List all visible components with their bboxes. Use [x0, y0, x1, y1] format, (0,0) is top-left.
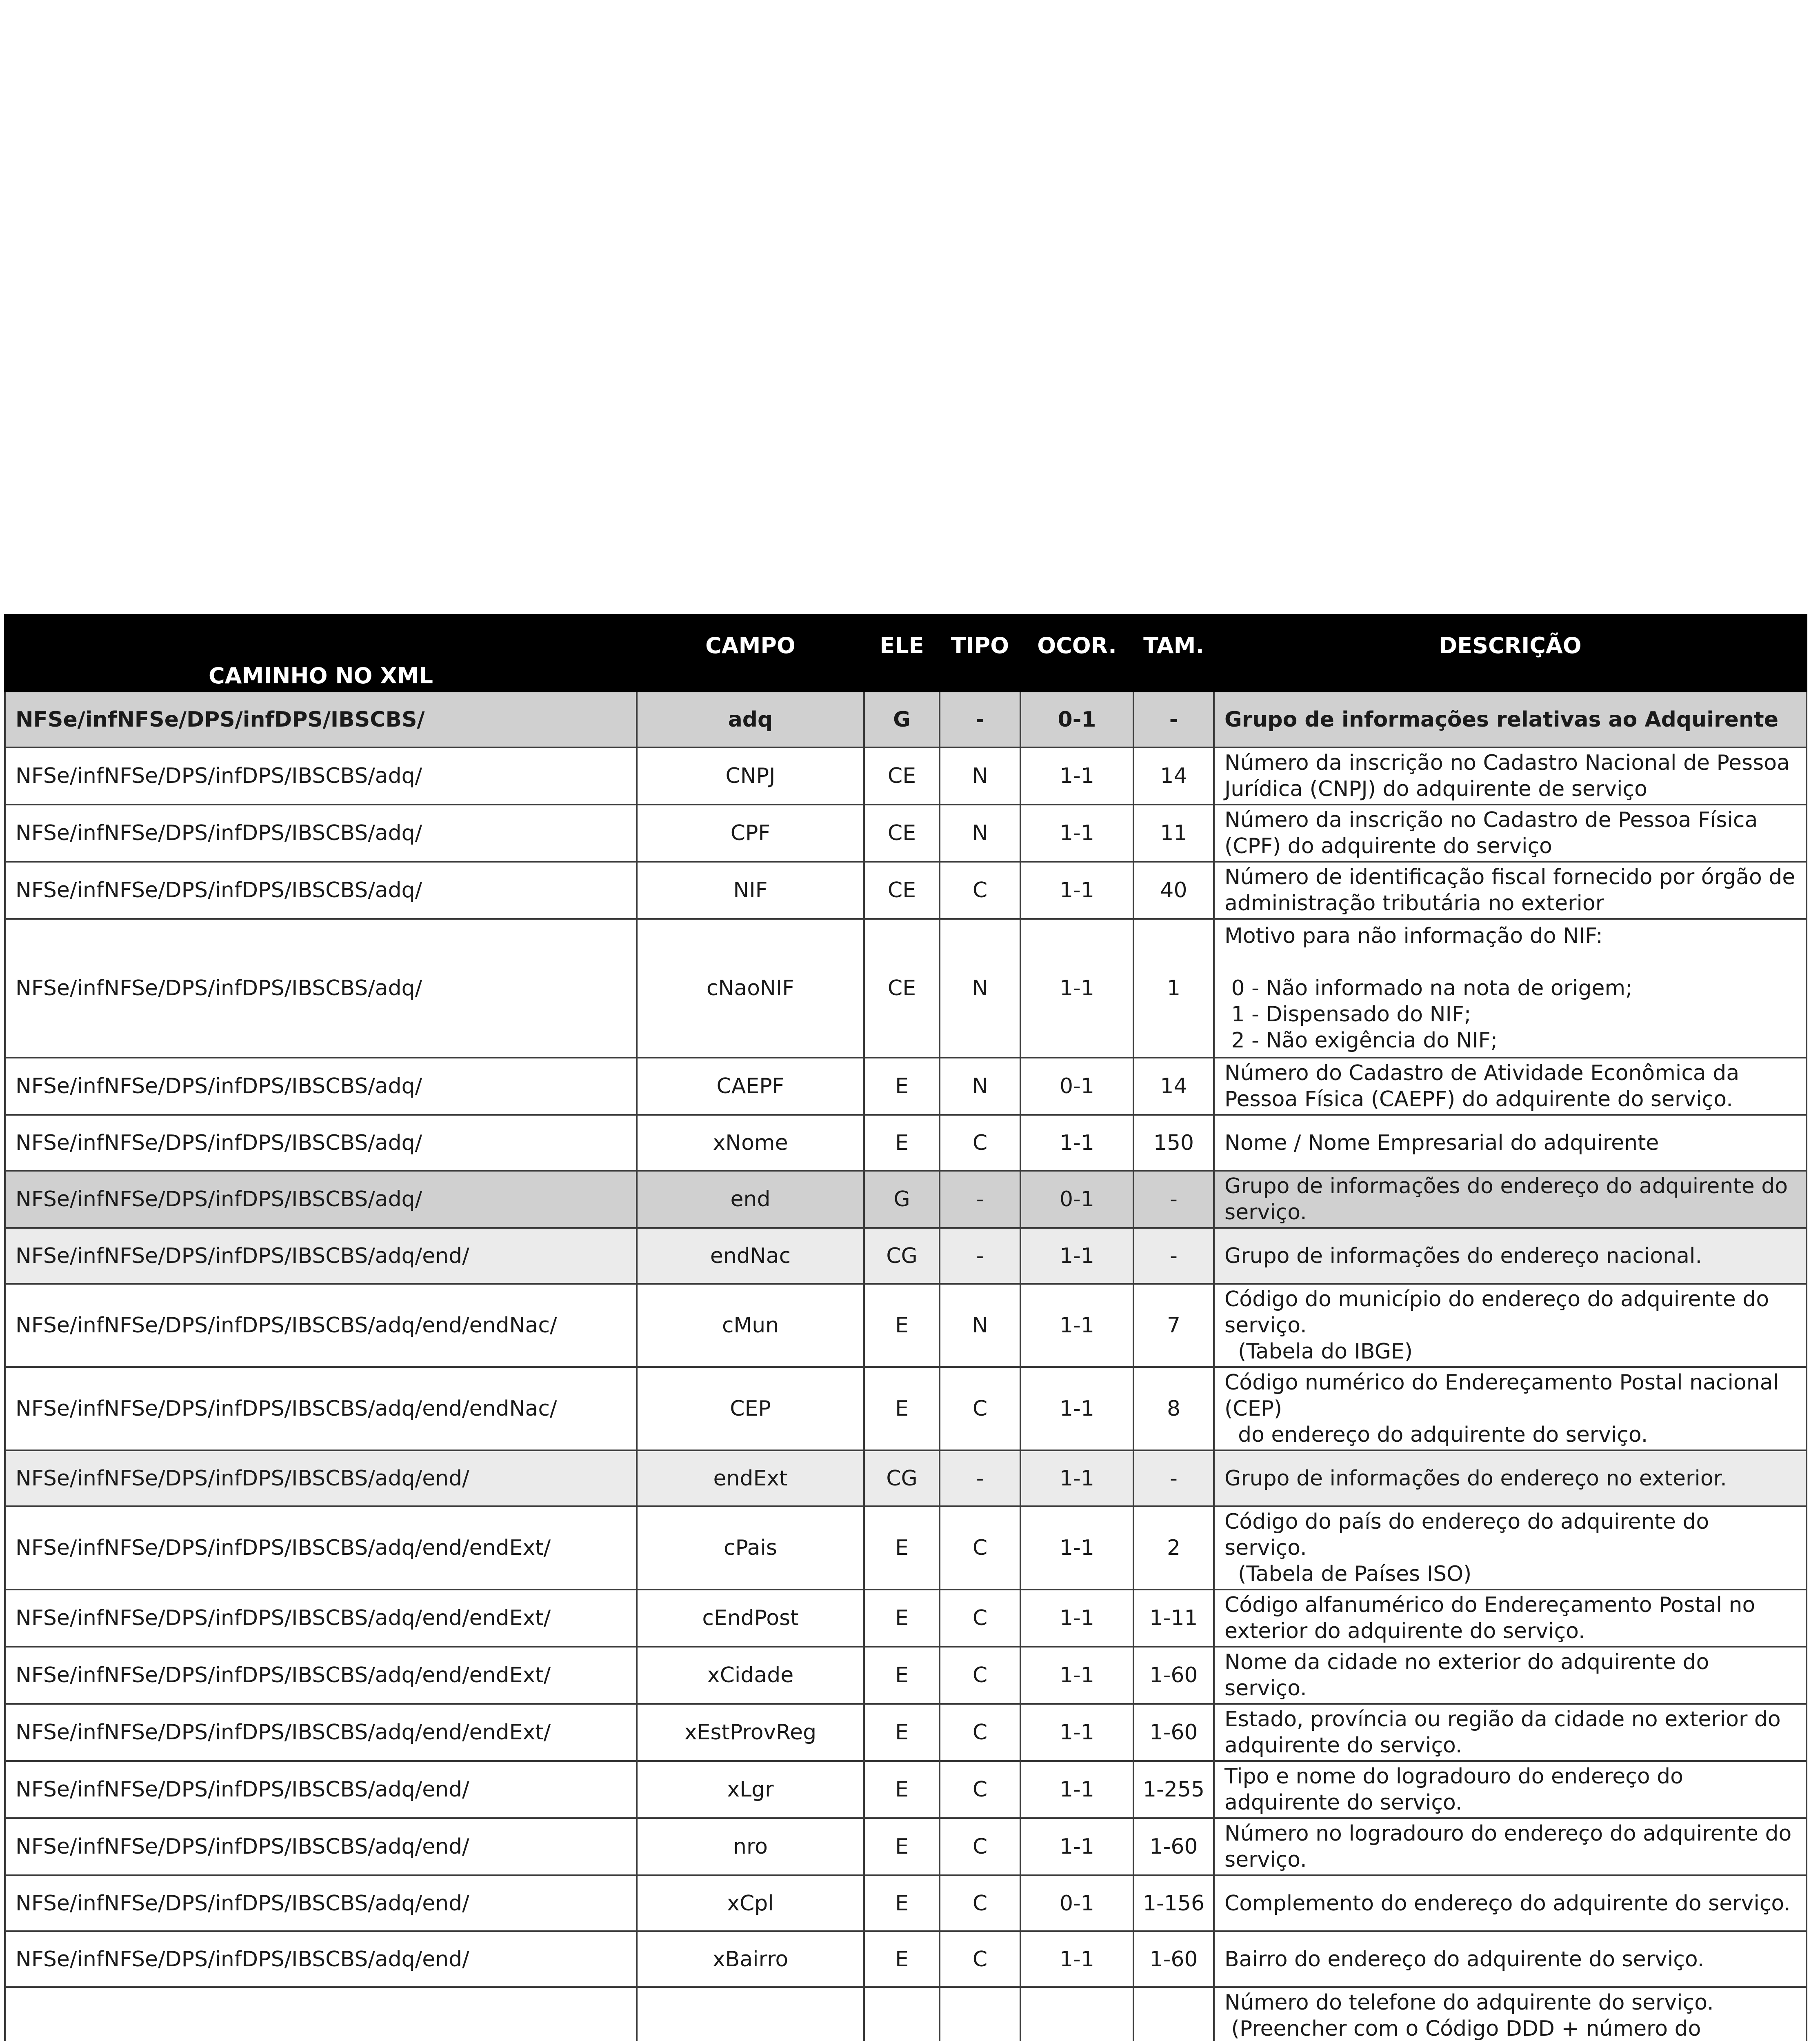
header-descricao: DESCRIÇÃO — [1214, 615, 1807, 691]
cell-tipo: C — [940, 1875, 1020, 1931]
xml-field-spec-table — [4, 614, 1807, 2041]
cell-tipo: N — [940, 1284, 1020, 1367]
cell-path: NFSe/infNFSe/DPS/infDPS/IBSCBS/adq/end/endExt/ — [5, 1647, 637, 1704]
table-row — [5, 747, 1807, 805]
cell-ocor: 1-1 — [1020, 1284, 1133, 1367]
cell-path: NFSe/infNFSe/DPS/infDPS/IBSCBS/adq/end/ — [5, 1875, 637, 1931]
cell-campo: xCidade — [637, 1647, 864, 1704]
cell-tam: 14 — [1133, 747, 1214, 805]
cell-campo: xBairro — [637, 1931, 864, 1987]
cell-tam: 150 — [1133, 1115, 1214, 1171]
cell-campo: endExt — [637, 1450, 864, 1506]
cell-ele: CE — [864, 805, 940, 862]
cell-tam: 2 — [1133, 1506, 1214, 1590]
cell-path: NFSe/infNFSe/DPS/infDPS/IBSCBS/adq/ — [5, 747, 637, 805]
cell-descricao: Número de identificação fiscal fornecido por órgão de administração tributária no exterior — [1214, 862, 1807, 919]
cell-tam: 1 — [1133, 919, 1214, 1058]
cell-path: NFSe/infNFSe/DPS/infDPS/IBSCBS/adq/end/ — [5, 1931, 637, 1987]
cell-tipo: N — [940, 805, 1020, 862]
cell-descricao: Código do município do endereço do adquirente do serviço. (Tabela do IBGE) — [1214, 1284, 1807, 1367]
cell-campo: CPF — [637, 805, 864, 862]
table-row — [5, 1761, 1807, 1818]
cell-ocor: 0-1 — [1020, 691, 1133, 747]
cell-ele: E — [864, 1367, 940, 1450]
cell-descricao: Grupo de informações do endereço no exterior. — [1214, 1450, 1807, 1506]
cell-ele: E — [864, 1115, 940, 1171]
cell-ocor — [1020, 1987, 1133, 2041]
cell-ocor: 1-1 — [1020, 1818, 1133, 1875]
cell-tipo: N — [940, 919, 1020, 1058]
cell-tam: 1-60 — [1133, 1931, 1214, 1987]
cell-ele: G — [864, 691, 940, 747]
table-row — [5, 919, 1807, 1058]
cell-path: NFSe/infNFSe/DPS/infDPS/IBSCBS/adq/ — [5, 862, 637, 919]
cell-tipo: C — [940, 1818, 1020, 1875]
cell-tipo: - — [940, 1171, 1020, 1228]
table-row — [5, 691, 1807, 747]
cell-path: NFSe/infNFSe/DPS/infDPS/IBSCBS/adq/end/ — [5, 1450, 637, 1506]
cell-ele: E — [864, 1875, 940, 1931]
cell-tam: 1-255 — [1133, 1761, 1214, 1818]
header-ele: ELE — [864, 615, 940, 691]
cell-ocor: 1-1 — [1020, 1367, 1133, 1450]
cell-tipo — [940, 1987, 1020, 2041]
cell-tipo: - — [940, 1450, 1020, 1506]
cell-descricao: Código do país do endereço do adquirente do serviço. (Tabela de Países ISO) — [1214, 1506, 1807, 1590]
cell-descricao: Tipo e nome do logradouro do endereço do adquirente do serviço. — [1214, 1761, 1807, 1818]
header-tipo: TIPO — [940, 615, 1020, 691]
cell-tam — [1133, 1987, 1214, 2041]
cell-descricao: Número no logradouro do endereço do adquirente do serviço. — [1214, 1818, 1807, 1875]
cell-ele: E — [864, 1931, 940, 1987]
table-row — [5, 1818, 1807, 1875]
cell-descricao: Grupo de informações do endereço do adquirente do serviço. — [1214, 1171, 1807, 1228]
cell-tam: 1-156 — [1133, 1875, 1214, 1931]
cell-campo: xLgr — [637, 1761, 864, 1818]
cell-tipo: N — [940, 1058, 1020, 1115]
cell-campo: cEndPost — [637, 1590, 864, 1647]
cell-ocor: 1-1 — [1020, 805, 1133, 862]
cell-campo: cMun — [637, 1284, 864, 1367]
cell-tam: 7 — [1133, 1284, 1214, 1367]
cell-tam: - — [1133, 1171, 1214, 1228]
cell-tam: - — [1133, 691, 1214, 747]
cell-campo: xEstProvReg — [637, 1704, 864, 1761]
header-campo: CAMPO — [637, 615, 864, 691]
cell-tam: 1-60 — [1133, 1647, 1214, 1704]
cell-ocor: 1-1 — [1020, 862, 1133, 919]
cell-campo: cPais — [637, 1506, 864, 1590]
table-row — [5, 1590, 1807, 1647]
cell-tipo: - — [940, 1228, 1020, 1284]
cell-ele: E — [864, 1590, 940, 1647]
cell-path: NFSe/infNFSe/DPS/infDPS/IBSCBS/adq/end/ — [5, 1818, 637, 1875]
header-tam: TAM. — [1133, 615, 1214, 691]
cell-tipo: C — [940, 1761, 1020, 1818]
cell-tipo: C — [940, 1506, 1020, 1590]
table-row — [5, 1284, 1807, 1367]
cell-ocor: 1-1 — [1020, 747, 1133, 805]
cell-ocor: 1-1 — [1020, 919, 1133, 1058]
cell-path: NFSe/infNFSe/DPS/infDPS/IBSCBS/adq/end/endNac/ — [5, 1284, 637, 1367]
cell-descricao: Número do telefone do adquirente do serviço. (Preencher com o Código DDD + número do — [1214, 1987, 1807, 2041]
cell-tam: 1-60 — [1133, 1818, 1214, 1875]
cell-descricao: Número da inscrição no Cadastro Nacional de Pessoa Jurídica (CNPJ) do adquirente de serviço — [1214, 747, 1807, 805]
cell-path: NFSe/infNFSe/DPS/infDPS/IBSCBS/adq/end/ — [5, 1761, 637, 1818]
cell-descricao: Código alfanumérico do Endereçamento Postal no exterior do adquirente do serviço. — [1214, 1590, 1807, 1647]
cell-path: NFSe/infNFSe/DPS/infDPS/IBSCBS/adq/end/ — [5, 1228, 637, 1284]
cell-tipo: C — [940, 1115, 1020, 1171]
cell-ocor: 0-1 — [1020, 1171, 1133, 1228]
table-row — [5, 1171, 1807, 1228]
cell-ocor: 1-1 — [1020, 1590, 1133, 1647]
cell-tipo: C — [940, 1367, 1020, 1450]
cell-campo: end — [637, 1171, 864, 1228]
cell-descricao: Motivo para não informação do NIF: 0 - Não informado na nota de origem; 1 - Dispensado do NIF; 2 - Não exigência do NIF; — [1214, 919, 1807, 1058]
cell-ocor: 1-1 — [1020, 1506, 1133, 1590]
cell-descricao: Número do Cadastro de Atividade Econômica da Pessoa Física (CAEPF) do adquirente do serviço. — [1214, 1058, 1807, 1115]
table-row — [5, 1875, 1807, 1931]
cell-tam: - — [1133, 1228, 1214, 1284]
cell-ocor: 1-1 — [1020, 1931, 1133, 1987]
table-row — [5, 1228, 1807, 1284]
table-row — [5, 1647, 1807, 1704]
cell-ocor: 0-1 — [1020, 1875, 1133, 1931]
cell-campo: nro — [637, 1818, 864, 1875]
cell-descricao: Nome / Nome Empresarial do adquirente — [1214, 1115, 1807, 1171]
cell-campo — [637, 1987, 864, 2041]
cell-tipo: N — [940, 747, 1020, 805]
cell-descricao: Grupo de informações do endereço nacional. — [1214, 1228, 1807, 1284]
cell-tipo: C — [940, 1647, 1020, 1704]
cell-tam: 11 — [1133, 805, 1214, 862]
cell-ele: G — [864, 1171, 940, 1228]
cell-ele: E — [864, 1058, 940, 1115]
cell-ele: CG — [864, 1228, 940, 1284]
cell-ele: CE — [864, 747, 940, 805]
cell-tipo: C — [940, 862, 1020, 919]
cell-campo: CNPJ — [637, 747, 864, 805]
header-path: CAMINHO NO XML — [5, 615, 637, 691]
cell-path: NFSe/infNFSe/DPS/infDPS/IBSCBS/adq/end/endNac/ — [5, 1367, 637, 1450]
cell-path: NFSe/infNFSe/DPS/infDPS/IBSCBS/adq/ — [5, 919, 637, 1058]
cell-ocor: 1-1 — [1020, 1704, 1133, 1761]
header-row — [5, 615, 1807, 691]
cell-campo: cNaoNIF — [637, 919, 864, 1058]
cell-tam: 1-60 — [1133, 1704, 1214, 1761]
table-row — [5, 1506, 1807, 1590]
table-row — [5, 862, 1807, 919]
cell-ele: CG — [864, 1450, 940, 1506]
cell-campo: CAEPF — [637, 1058, 864, 1115]
table-row — [5, 1367, 1807, 1450]
cell-ocor: 1-1 — [1020, 1647, 1133, 1704]
cell-ele: CE — [864, 862, 940, 919]
cell-descricao: Grupo de informações relativas ao Adquirente — [1214, 691, 1807, 747]
table-row — [5, 1058, 1807, 1115]
cell-path: NFSe/infNFSe/DPS/infDPS/IBSCBS/adq/end/endExt/ — [5, 1704, 637, 1761]
cell-tipo: C — [940, 1704, 1020, 1761]
cell-tam: - — [1133, 1450, 1214, 1506]
cell-ocor: 1-1 — [1020, 1228, 1133, 1284]
table-row — [5, 1450, 1807, 1506]
table-header — [5, 615, 1807, 691]
cell-tipo: C — [940, 1931, 1020, 1987]
cell-tipo: - — [940, 691, 1020, 747]
cell-tam: 8 — [1133, 1367, 1214, 1450]
cell-ocor: 0-1 — [1020, 1058, 1133, 1115]
cell-ele: E — [864, 1818, 940, 1875]
cell-path: NFSe/infNFSe/DPS/infDPS/IBSCBS/adq/ — [5, 1171, 637, 1228]
table-row — [5, 1931, 1807, 1987]
cell-descricao: Complemento do endereço do adquirente do serviço. — [1214, 1875, 1807, 1931]
cell-campo: adq — [637, 691, 864, 747]
cell-ele: E — [864, 1704, 940, 1761]
cell-ele: E — [864, 1506, 940, 1590]
cell-campo: NIF — [637, 862, 864, 919]
cell-descricao: Nome da cidade no exterior do adquirente do serviço. — [1214, 1647, 1807, 1704]
cell-ocor: 1-1 — [1020, 1450, 1133, 1506]
cell-campo: CEP — [637, 1367, 864, 1450]
cell-ele: CE — [864, 919, 940, 1058]
cell-ele: E — [864, 1761, 940, 1818]
cell-descricao: Código numérico do Endereçamento Postal nacional (CEP) do endereço do adquirente do serviço. — [1214, 1367, 1807, 1450]
cell-tam: 40 — [1133, 862, 1214, 919]
cell-ocor: 1-1 — [1020, 1761, 1133, 1818]
table-row — [5, 1115, 1807, 1171]
cell-tam: 14 — [1133, 1058, 1214, 1115]
cell-campo: xCpl — [637, 1875, 864, 1931]
cell-ele — [864, 1987, 940, 2041]
cell-descricao: Estado, província ou região da cidade no exterior do adquirente do serviço. — [1214, 1704, 1807, 1761]
table-body — [5, 691, 1807, 2041]
cell-path: NFSe/infNFSe/DPS/infDPS/IBSCBS/adq/end/endExt/ — [5, 1590, 637, 1647]
table-row — [5, 805, 1807, 862]
cell-descricao: Bairro do endereço do adquirente do serviço. — [1214, 1931, 1807, 1987]
cell-path: NFSe/infNFSe/DPS/infDPS/IBSCBS/adq/end/endExt/ — [5, 1506, 637, 1590]
header-ocor: OCOR. — [1020, 615, 1133, 691]
cell-path: NFSe/infNFSe/DPS/infDPS/IBSCBS/adq/ — [5, 1115, 637, 1171]
cell-campo: xNome — [637, 1115, 864, 1171]
table-row — [5, 1987, 1807, 2041]
cell-path: NFSe/infNFSe/DPS/infDPS/IBSCBS/adq/ — [5, 1058, 637, 1115]
cell-path — [5, 1987, 637, 2041]
cell-ele: E — [864, 1284, 940, 1367]
cell-tam: 1-11 — [1133, 1590, 1214, 1647]
cell-ocor: 1-1 — [1020, 1115, 1133, 1171]
cell-descricao: Número da inscrição no Cadastro de Pessoa Física (CPF) do adquirente do serviço — [1214, 805, 1807, 862]
cell-tipo: C — [940, 1590, 1020, 1647]
cell-ele: E — [864, 1647, 940, 1704]
cell-campo: endNac — [637, 1228, 864, 1284]
table-row — [5, 1704, 1807, 1761]
cell-path: NFSe/infNFSe/DPS/infDPS/IBSCBS/ — [5, 691, 637, 747]
cell-path: NFSe/infNFSe/DPS/infDPS/IBSCBS/adq/ — [5, 805, 637, 862]
